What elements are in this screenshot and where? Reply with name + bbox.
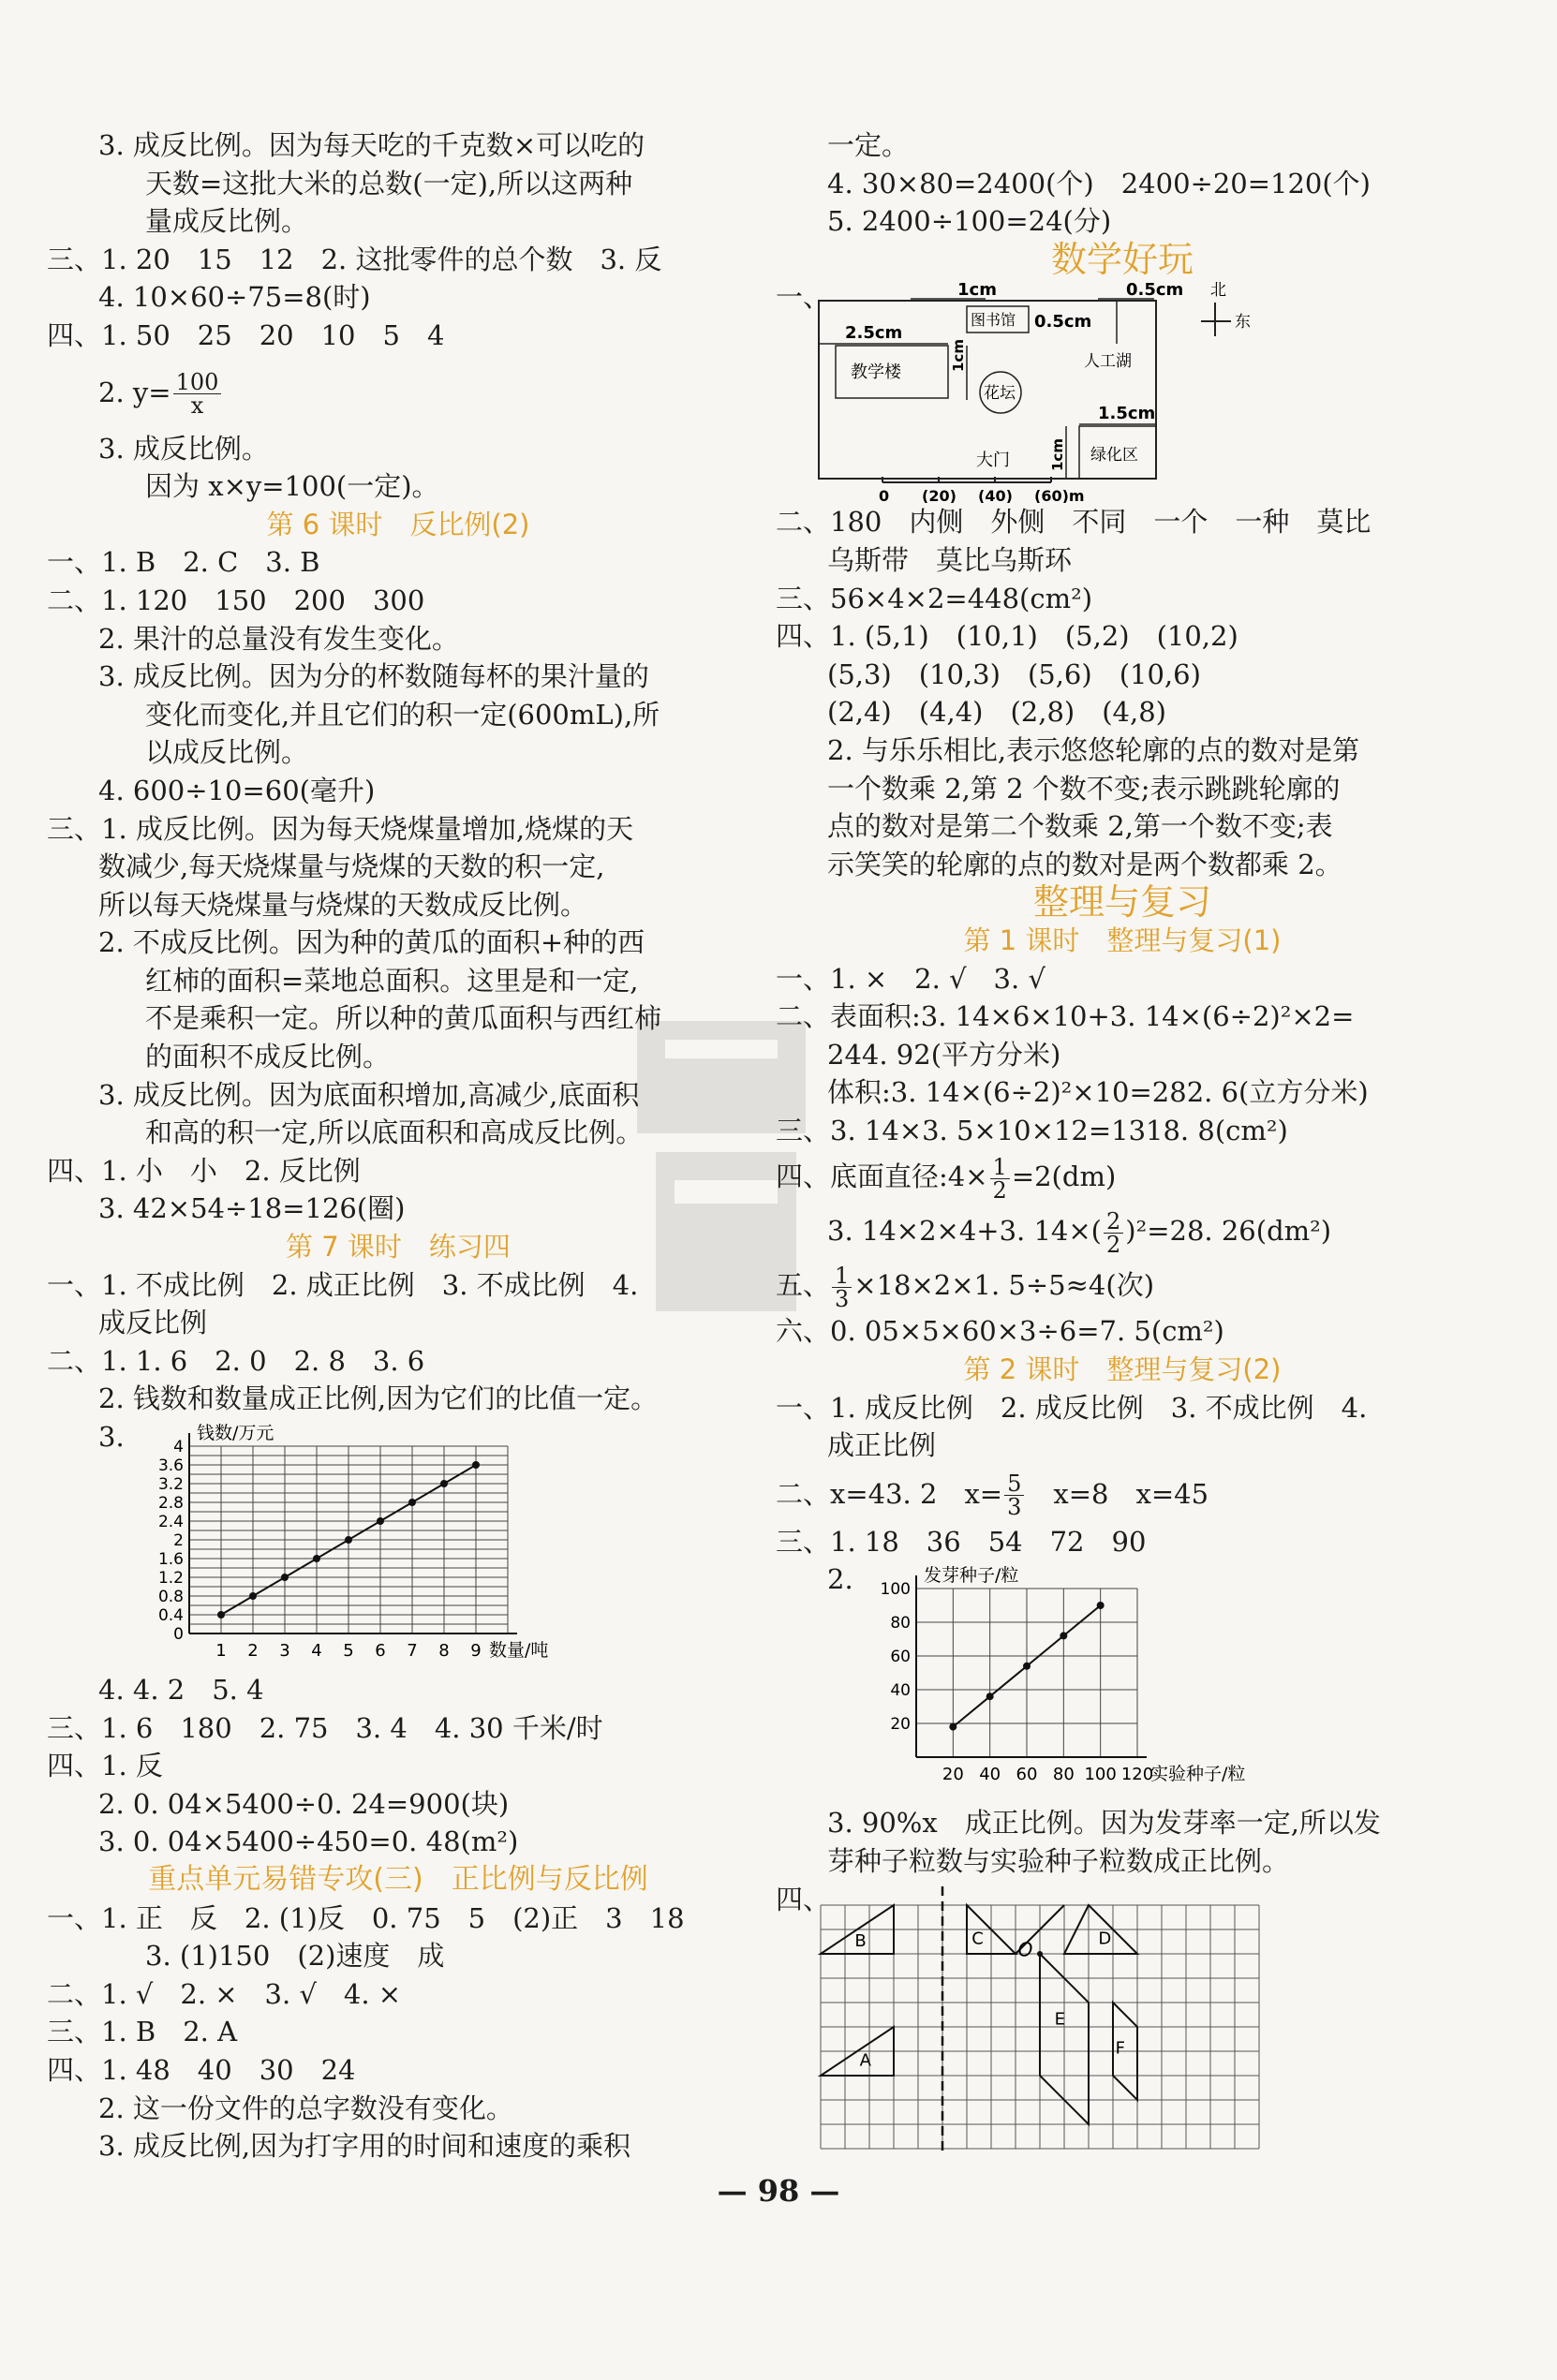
text-line: 一、1. 不成比例 2. 成正比例 3. 不成比例 4. xyxy=(47,1268,639,1301)
scale-label: (40) xyxy=(978,487,1013,504)
text-line: 三、56×4×2=448(cm²) xyxy=(776,582,1093,614)
text-line: 量成反比例。 xyxy=(145,205,309,238)
text-line: 3. 成反比例。因为底面积增加,高减少,底面积 xyxy=(98,1078,640,1111)
map-label: 0.5cm xyxy=(1126,280,1184,301)
y-tick-label: 80 xyxy=(890,1614,911,1633)
text-line: 2. 果汁的总量没有发生变化。 xyxy=(98,622,459,655)
data-point xyxy=(1060,1633,1067,1640)
text-line: 数减少,每天烧煤量与烧煤的天数的积一定, xyxy=(98,850,605,883)
text-line: 3. 成反比例,因为打字用的时间和速度的乘积 xyxy=(98,2130,631,2163)
fraction-denominator: 3 xyxy=(1007,1494,1022,1521)
data-point xyxy=(440,1480,448,1487)
text-line: 四、1. 小 小 2. 反比例 xyxy=(47,1154,361,1187)
x-axis-label: 实验种子/粒 xyxy=(1150,1764,1246,1785)
formula-prefix: 二、x=43. 2 x= xyxy=(776,1477,1003,1510)
text-line: 4. 30×80=2400(个) 2400÷20=120(个) xyxy=(827,167,1372,200)
y-tick-label: 0.8 xyxy=(157,1588,184,1606)
fraction-denominator: 2 xyxy=(1106,1231,1121,1258)
data-point xyxy=(313,1555,320,1562)
formula-prefix: 四、底面直径:4× xyxy=(776,1160,988,1193)
formula-prefix: 3. 14×2×4+3. 14×( xyxy=(827,1215,1102,1248)
text-line: 3. 成反比例。 xyxy=(98,432,269,465)
x-tick-label: 80 xyxy=(1052,1765,1075,1785)
x-tick-label: 6 xyxy=(375,1641,386,1661)
text-line: 体积:3. 14×(6÷2)²×10=282. 6(立方分米) xyxy=(827,1076,1369,1109)
data-point xyxy=(281,1574,289,1581)
formula-suffix: x=8 x=45 xyxy=(1026,1477,1209,1510)
map-label: 1cm xyxy=(950,339,967,373)
line-chart-money xyxy=(131,1418,656,1671)
data-point xyxy=(1023,1663,1031,1670)
text-line: 芽种子粒数与实验种子粒数成正比例。 xyxy=(827,1845,1290,1878)
fraction xyxy=(990,1153,1010,1204)
text-line: 成正比例 xyxy=(827,1429,937,1462)
formula-prefix: 2. y= xyxy=(98,376,171,408)
y-axis-label: 钱数/万元 xyxy=(197,1423,274,1443)
scale-label: (20) xyxy=(922,487,956,504)
text-line: 3. 成反比例。因为分的杯数随每杯的果汁量的 xyxy=(98,660,649,693)
text-line: 四、1. (5,1) (10,1) (5,2) (10,2) xyxy=(776,620,1238,653)
y-tick-label: 1.6 xyxy=(157,1550,184,1569)
shape-label: C xyxy=(971,1929,984,1949)
text-line: 3. xyxy=(98,1421,125,1453)
map-label: 1cm xyxy=(957,280,997,301)
fraction xyxy=(173,369,222,420)
map-label: 2.5cm xyxy=(845,323,903,344)
shape-label: E xyxy=(1054,2009,1065,2030)
text-line: 3. 0. 04×5400÷450=0. 48(m²) xyxy=(98,1826,519,1858)
data-point xyxy=(377,1517,384,1525)
text-line: 四、 xyxy=(776,1883,831,1915)
text-line: 一定。 xyxy=(827,129,910,161)
shape-label: D xyxy=(1098,1929,1112,1949)
data-point xyxy=(986,1693,994,1701)
text-line: 乌斯带 莫比乌斯环 xyxy=(827,543,1073,576)
text-line: 2. xyxy=(827,1563,853,1596)
formula-suffix: =2(dm) xyxy=(1011,1160,1117,1193)
y-tick-label: 2 xyxy=(173,1531,184,1550)
y-tick-label: 1.2 xyxy=(157,1569,184,1588)
data-point xyxy=(949,1723,956,1731)
y-tick-label: 60 xyxy=(890,1648,911,1667)
text-line-fraction xyxy=(776,1149,1469,1204)
text-line: 天数=这批大米的总数(一定),所以这两种 xyxy=(145,167,633,200)
text-line: 三、3. 14×3. 5×10×12=1318. 8(cm²) xyxy=(776,1114,1288,1146)
text-line: 一、1. × 2. √ 3. √ xyxy=(776,962,1045,995)
map-label: 花坛 xyxy=(984,384,1016,404)
fraction-numerator: 2 xyxy=(1104,1210,1123,1234)
text-line: 二、1. 1. 6 2. 0 2. 8 3. 6 xyxy=(47,1344,425,1377)
text-line: 2. 0. 04×5400÷0. 24=900(块) xyxy=(98,1787,510,1820)
text-line: 成反比例 xyxy=(98,1307,208,1339)
text-line: 2. 这一份文件的总字数没有变化。 xyxy=(98,2092,513,2124)
section-heading: 第 7 课时 练习四 xyxy=(286,1231,511,1264)
fraction xyxy=(832,1264,852,1310)
scale-label: 0 xyxy=(879,487,890,504)
text-line-fraction xyxy=(47,355,749,430)
text-line: 3. 90%x 成正比例。因为发芽率一定,所以发 xyxy=(827,1807,1381,1840)
y-tick-label: 40 xyxy=(890,1681,911,1701)
text-line: 4. 600÷10=60(毫升) xyxy=(98,774,376,806)
text-line: 2. 不成反比例。因为种的黄瓜的面积+种的西 xyxy=(98,926,645,959)
x-tick-label: 8 xyxy=(438,1641,450,1661)
text-line: 2. 钱数和数量成正比例,因为它们的比值一定。 xyxy=(98,1382,659,1415)
text-line-fraction xyxy=(776,1258,1469,1312)
section-heading: 第 6 课时 反比例(2) xyxy=(266,508,530,540)
fraction-numerator: 1 xyxy=(832,1264,852,1288)
text-line: 3. 成反比例。因为每天吃的千克数×可以吃的 xyxy=(98,129,645,161)
x-tick-label: 9 xyxy=(470,1641,482,1661)
scale-label: (60)m xyxy=(1034,487,1085,504)
page-number-value: 98 xyxy=(757,2173,800,2209)
formula-suffix: ×18×2×1. 5÷5≈4(次) xyxy=(853,1269,1155,1302)
text-line: 四、1. 50 25 20 10 5 4 xyxy=(47,318,445,351)
y-axis-label: 发芽种子/粒 xyxy=(924,1565,1019,1587)
data-point xyxy=(249,1592,257,1600)
text-line: 和高的积一定,所以底面积和高成反比例。 xyxy=(145,1116,644,1149)
right-column xyxy=(776,126,1469,2152)
page-number: — 98 — xyxy=(717,2173,840,2209)
chart-block xyxy=(47,1418,749,1671)
x-tick-label: 60 xyxy=(1016,1765,1038,1785)
section-heading: 数学好玩 xyxy=(1050,238,1194,280)
point-o-label: O xyxy=(1017,1938,1033,1961)
text-line: 因为 x×y=100(一定)。 xyxy=(145,470,439,503)
map-label: 绿化区 xyxy=(1090,446,1138,466)
text-line: 四、1. 反 xyxy=(47,1750,163,1782)
text-line: 六、0. 05×5×60×3÷6=7. 5(cm²) xyxy=(776,1315,1224,1348)
text-line: 不是乘积一定。所以种的黄瓜面积与西红柿 xyxy=(145,1002,662,1035)
text-line: 三、1. 成反比例。因为每天烧煤量增加,烧煤的天 xyxy=(47,812,634,845)
text-line: 点的数对是第二个数乘 2,第一个数不变;表 xyxy=(827,810,1333,843)
map-label: 1.5cm xyxy=(1098,404,1156,424)
x-tick-label: 2 xyxy=(247,1641,259,1661)
data-point xyxy=(345,1536,352,1544)
fraction-denominator: x xyxy=(190,392,204,420)
fraction-numerator: 5 xyxy=(1004,1472,1024,1496)
text-line: 5. 2400÷100=24(分) xyxy=(827,205,1112,238)
formula-prefix: 五、 xyxy=(776,1269,831,1302)
text-line: 二、1. 120 150 200 300 xyxy=(47,584,425,616)
map-label: 1cm xyxy=(1049,438,1066,472)
data-point xyxy=(472,1461,480,1469)
text-line: 一个数乘 2,第 2 个数不变;表示跳跳轮廓的 xyxy=(827,772,1341,805)
section-heading: 整理与复习 xyxy=(1032,881,1211,924)
text-line: 红柿的面积=菜地总面积。这里是和一定, xyxy=(145,964,639,997)
data-point xyxy=(217,1611,225,1619)
y-tick-label: 3.2 xyxy=(157,1475,184,1494)
text-line: 244. 92(平方分米) xyxy=(827,1038,1061,1071)
text-line: 一、1. B 2. C 3. B xyxy=(47,546,320,579)
section-heading: 第 2 课时 整理与复习(2) xyxy=(963,1353,1282,1386)
map-label: 图书馆 xyxy=(971,311,1016,330)
x-tick-label: 100 xyxy=(1084,1765,1117,1785)
origin-label: 0 xyxy=(173,1625,184,1644)
x-tick-label: 3 xyxy=(279,1641,290,1661)
y-tick-label: 2.8 xyxy=(157,1494,184,1513)
text-line: 变化而变化,并且它们的积一定(600mL),所 xyxy=(145,698,660,731)
point-o xyxy=(1037,1951,1043,1957)
text-line: 三、1. 6 180 2. 75 3. 4 4. 30 千米/时 xyxy=(47,1711,603,1744)
transformation-grid xyxy=(817,1881,1304,2152)
data-point xyxy=(1097,1602,1105,1609)
line-chart-seeds xyxy=(860,1560,1328,1804)
text-line-fraction xyxy=(776,1465,1469,1523)
map-label: 0.5cm xyxy=(1034,312,1092,333)
text-line-fraction xyxy=(776,1204,1469,1258)
compass-north: 北 xyxy=(1210,281,1226,301)
text-line: 二、1. √ 2. × 3. √ 4. × xyxy=(47,1977,402,2010)
y-tick-label: 4 xyxy=(173,1438,184,1456)
map-label: 人工湖 xyxy=(1084,352,1132,372)
chart-block xyxy=(776,1560,1469,1804)
text-line: 三、1. 18 36 54 72 90 xyxy=(776,1525,1147,1558)
x-tick-label: 20 xyxy=(942,1765,964,1785)
campus-map xyxy=(817,278,1267,503)
text-line: (2,4) (4,4) (2,8) (4,8) xyxy=(827,696,1166,729)
text-line: 二、180 内侧 外侧 不同 一个 一种 莫比 xyxy=(776,506,1372,539)
formula-suffix: )²=28. 26(dm²) xyxy=(1125,1215,1332,1248)
text-line: 三、1. 20 15 12 2. 这批零件的总个数 3. 反 xyxy=(47,243,662,275)
fraction-denominator: 3 xyxy=(835,1285,850,1312)
text-line: 3. (1)150 (2)速度 成 xyxy=(145,1940,445,1973)
text-line: 以成反比例。 xyxy=(145,736,309,769)
fraction xyxy=(1104,1207,1123,1258)
section-heading: 重点单元易错专攻(三) 正比例与反比例 xyxy=(148,1862,648,1896)
x-tick-label: 120 xyxy=(1120,1765,1154,1785)
map-label: 大门 xyxy=(976,451,1010,471)
text-line: 所以每天烧煤量与烧煤的天数成反比例。 xyxy=(98,888,588,921)
shape-label: A xyxy=(859,2050,871,2071)
text-line: 4. 10×60÷75=8(时) xyxy=(98,281,371,314)
text-line: 的面积不成反比例。 xyxy=(145,1041,391,1073)
x-tick-label: 7 xyxy=(407,1641,418,1661)
x-tick-label: 40 xyxy=(979,1765,1001,1785)
text-line: 四、1. 48 40 30 24 xyxy=(47,2053,356,2086)
map-block xyxy=(776,278,1469,503)
text-line: (5,3) (10,3) (5,6) (10,6) xyxy=(827,658,1201,690)
text-line: 一、 xyxy=(776,281,831,314)
y-tick-label: 0.4 xyxy=(157,1606,184,1625)
text-line: 2. 与乐乐相比,表示悠悠轮廓的点的数对是第 xyxy=(827,733,1360,766)
text-line: 示笑笑的轮廓的点的数对是两个数都乘 2。 xyxy=(827,848,1342,880)
fraction-numerator: 1 xyxy=(990,1156,1010,1179)
x-axis-label: 数量/吨 xyxy=(489,1640,549,1661)
y-tick-label: 2.4 xyxy=(157,1513,184,1531)
y-tick-label: 100 xyxy=(880,1580,911,1600)
y-tick-label: 20 xyxy=(890,1715,911,1735)
text-line: 三、1. B 2. A xyxy=(47,2016,238,2048)
fraction xyxy=(1004,1471,1024,1521)
fraction-denominator: 2 xyxy=(992,1176,1007,1204)
shape-label: B xyxy=(854,1930,867,1951)
text-line: 二、表面积:3. 14×6×10+3. 14×(6÷2)²×2= xyxy=(776,1000,1355,1033)
text-line: 一、1. 成反比例 2. 成反比例 3. 不成比例 4. xyxy=(776,1391,1368,1424)
text-line: 4. 4. 2 5. 4 xyxy=(98,1674,264,1706)
grid-block xyxy=(776,1881,1469,2152)
left-column xyxy=(47,126,749,2166)
fraction-numerator: 100 xyxy=(173,371,222,394)
data-point xyxy=(408,1499,416,1506)
compass-east: 东 xyxy=(1235,313,1251,333)
x-tick-label: 5 xyxy=(343,1641,354,1661)
map-label: 教学楼 xyxy=(851,362,901,383)
x-tick-label: 1 xyxy=(215,1641,227,1661)
text-line: 一、1. 正 反 2. (1)反 0. 75 5 (2)正 3 18 xyxy=(47,1901,685,1934)
section-heading: 第 1 课时 整理与复习(1) xyxy=(963,924,1282,956)
x-tick-label: 4 xyxy=(311,1641,322,1661)
shape-label: F xyxy=(1115,2038,1125,2059)
text-line: 3. 42×54÷18=126(圈) xyxy=(98,1192,406,1225)
y-tick-label: 3.6 xyxy=(157,1456,184,1475)
